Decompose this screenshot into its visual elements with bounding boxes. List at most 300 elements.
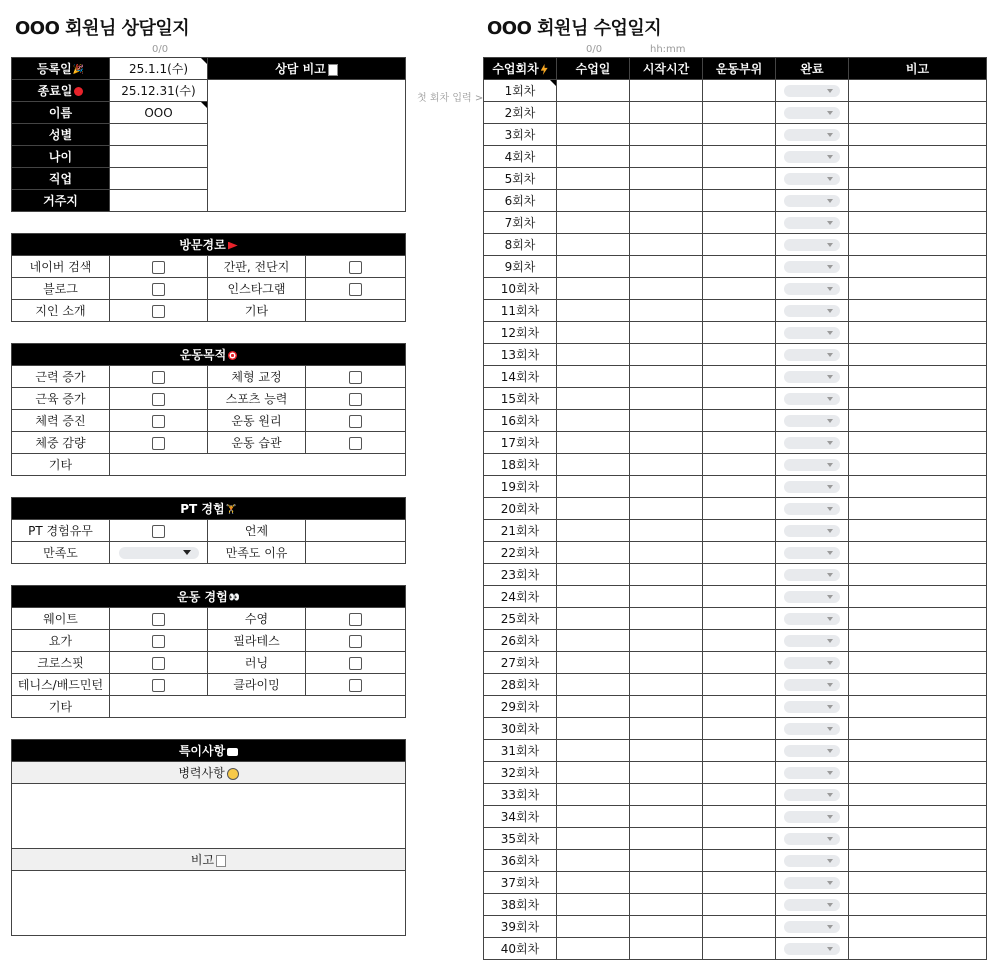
session-start-time-cell[interactable] [630,608,703,630]
session-start-time-cell[interactable] [630,388,703,410]
session-start-time-cell[interactable] [630,938,703,960]
session-date-cell[interactable] [557,652,630,674]
session-start-time-cell[interactable] [630,850,703,872]
session-note-cell[interactable] [849,806,987,828]
note-area[interactable] [12,871,406,936]
session-start-time-cell[interactable] [630,696,703,718]
session-note-cell[interactable] [849,102,987,124]
session-body-part-cell[interactable] [703,784,776,806]
session-date-cell[interactable] [557,630,630,652]
session-complete-select[interactable] [776,938,849,960]
session-date-cell[interactable] [557,124,630,146]
chevron-down-icon [827,463,833,467]
session-body-part-cell[interactable] [703,608,776,630]
complete-dropdown[interactable] [784,349,840,361]
complete-dropdown[interactable] [784,415,840,427]
exercise-swim-checkbox[interactable] [306,608,406,630]
session-label: 35회차 [484,828,557,850]
session-note-cell[interactable] [849,190,987,212]
session-body-part-cell[interactable] [703,718,776,740]
purpose-item-label: 체력 증진 [12,410,110,432]
session-body-part-cell[interactable] [703,256,776,278]
session-body-part-cell[interactable] [703,520,776,542]
session-note-cell[interactable] [849,718,987,740]
session-date-cell[interactable] [557,80,630,102]
session-date-cell[interactable] [557,564,630,586]
visit-naver-checkbox[interactable] [110,256,208,278]
complete-dropdown[interactable] [784,129,840,141]
session-date-cell[interactable] [557,212,630,234]
exercise-yoga-checkbox[interactable] [110,630,208,652]
session-complete-select[interactable] [776,564,849,586]
complete-dropdown[interactable] [784,701,840,713]
complete-dropdown[interactable] [784,635,840,647]
session-start-time-cell[interactable] [630,894,703,916]
session-start-time-cell[interactable] [630,806,703,828]
session-body-part-cell[interactable] [703,740,776,762]
session-body-part-cell[interactable] [703,124,776,146]
complete-dropdown[interactable] [784,767,840,779]
session-date-cell[interactable] [557,718,630,740]
complete-dropdown[interactable] [784,789,840,801]
session-complete-select[interactable] [776,278,849,300]
table-row [484,476,987,498]
session-note-cell[interactable] [849,762,987,784]
session-start-time-cell[interactable] [630,542,703,564]
table-row [484,630,987,652]
session-note-cell[interactable] [849,432,987,454]
session-complete-select[interactable] [776,696,849,718]
exercise-crossfit-checkbox[interactable] [110,652,208,674]
session-start-time-cell[interactable] [630,278,703,300]
complete-dropdown[interactable] [784,283,840,295]
session-body-part-cell[interactable] [703,938,776,960]
session-body-part-cell[interactable] [703,388,776,410]
session-date-cell[interactable] [557,916,630,938]
chevron-down-icon [827,903,833,907]
session-date-cell[interactable] [557,762,630,784]
memo-icon [328,64,338,76]
pt-exp-checkbox[interactable] [110,520,208,542]
session-complete-select[interactable] [776,322,849,344]
pt-satisfaction-label: 만족도 [12,542,110,564]
purpose-habit-checkbox[interactable] [306,432,406,454]
session-body-part-cell[interactable] [703,80,776,102]
session-start-time-cell[interactable] [630,300,703,322]
complete-dropdown[interactable] [784,151,840,163]
session-start-time-cell[interactable] [630,828,703,850]
visit-referral-checkbox[interactable] [110,300,208,322]
session-complete-select[interactable] [776,762,849,784]
session-start-time-cell[interactable] [630,234,703,256]
session-note-cell[interactable] [849,916,987,938]
complete-dropdown[interactable] [784,547,840,559]
pt-satisfaction-select[interactable] [110,542,208,564]
session-start-time-cell[interactable] [630,190,703,212]
session-body-part-cell[interactable] [703,234,776,256]
session-note-cell[interactable] [849,146,987,168]
purpose-principle-checkbox[interactable] [306,410,406,432]
session-date-cell[interactable] [557,410,630,432]
chevron-down-icon [827,683,833,687]
session-note-cell[interactable] [849,454,987,476]
session-body-part-cell[interactable] [703,300,776,322]
session-start-time-cell[interactable] [630,630,703,652]
session-start-time-cell[interactable] [630,652,703,674]
session-date-cell[interactable] [557,784,630,806]
session-note-cell[interactable] [849,476,987,498]
complete-dropdown[interactable] [784,217,840,229]
session-body-part-cell[interactable] [703,564,776,586]
complete-dropdown[interactable] [784,371,840,383]
session-start-time-cell[interactable] [630,366,703,388]
session-date-cell[interactable] [557,872,630,894]
visit-blog-checkbox[interactable] [110,278,208,300]
session-date-cell[interactable] [557,454,630,476]
session-start-time-cell[interactable] [630,102,703,124]
session-date-cell[interactable] [557,234,630,256]
session-note-cell[interactable] [849,938,987,960]
complete-dropdown[interactable] [784,173,840,185]
complete-dropdown[interactable] [784,459,840,471]
session-note-cell[interactable] [849,498,987,520]
complete-dropdown[interactable] [784,569,840,581]
visit-sign-checkbox[interactable] [306,256,406,278]
session-note-cell[interactable] [849,894,987,916]
session-date-cell[interactable] [557,168,630,190]
complete-dropdown[interactable] [784,195,840,207]
session-date-cell[interactable] [557,344,630,366]
complete-dropdown[interactable] [784,107,840,119]
complete-dropdown[interactable] [784,503,840,515]
session-date-cell[interactable] [557,498,630,520]
session-body-part-cell[interactable] [703,542,776,564]
pt-exp-label: PT 경험유무 [12,520,110,542]
complete-dropdown[interactable] [784,745,840,757]
visit-other-input[interactable] [306,300,406,322]
complete-dropdown[interactable] [784,855,840,867]
session-body-part-cell[interactable] [703,806,776,828]
session-complete-select[interactable] [776,212,849,234]
session-complete-select[interactable] [776,674,849,696]
session-body-part-cell[interactable] [703,322,776,344]
purpose-muscle-checkbox[interactable] [110,388,208,410]
session-body-part-cell[interactable] [703,168,776,190]
pt-experience-table [11,497,406,564]
session-date-cell[interactable] [557,828,630,850]
table-row [484,586,987,608]
session-date-cell[interactable] [557,366,630,388]
session-date-cell[interactable] [557,806,630,828]
session-start-time-cell[interactable] [630,674,703,696]
exercise-climbing-checkbox[interactable] [306,674,406,696]
exercise-pilates-checkbox[interactable] [306,630,406,652]
session-start-time-cell[interactable] [630,344,703,366]
session-start-time-cell[interactable] [630,432,703,454]
session-note-cell[interactable] [849,344,987,366]
session-body-part-cell[interactable] [703,278,776,300]
session-body-part-cell[interactable] [703,432,776,454]
session-note-cell[interactable] [849,300,987,322]
session-date-cell[interactable] [557,102,630,124]
session-note-cell[interactable] [849,740,987,762]
purpose-stamina-checkbox[interactable] [110,410,208,432]
purpose-posture-checkbox[interactable] [306,366,406,388]
session-complete-select[interactable] [776,102,849,124]
session-start-time-cell[interactable] [630,322,703,344]
complete-dropdown[interactable] [784,481,840,493]
session-start-time-cell[interactable] [630,256,703,278]
session-complete-select[interactable] [776,608,849,630]
session-date-cell[interactable] [557,850,630,872]
session-start-time-cell[interactable] [630,454,703,476]
session-date-cell[interactable] [557,894,630,916]
label-job: 직업 [12,168,110,190]
session-body-part-cell[interactable] [703,102,776,124]
session-body-part-cell[interactable] [703,828,776,850]
session-complete-select[interactable] [776,894,849,916]
purpose-item-label: 스포츠 능력 [208,388,306,410]
exercise-item-label: 필라테스 [208,630,306,652]
session-complete-select[interactable] [776,916,849,938]
age-value[interactable] [110,146,208,168]
complete-dropdown[interactable] [784,723,840,735]
session-date-cell[interactable] [557,322,630,344]
session-complete-select[interactable] [776,344,849,366]
session-body-part-cell[interactable] [703,916,776,938]
session-start-time-cell[interactable] [630,740,703,762]
session-start-time-cell[interactable] [630,916,703,938]
session-complete-select[interactable] [776,718,849,740]
session-complete-select[interactable] [776,146,849,168]
session-note-cell[interactable] [849,828,987,850]
session-start-time-cell[interactable] [630,498,703,520]
exercise-tennis-checkbox[interactable] [110,674,208,696]
session-complete-select[interactable] [776,300,849,322]
session-note-cell[interactable] [849,234,987,256]
session-note-cell[interactable] [849,586,987,608]
session-complete-select[interactable] [776,168,849,190]
complete-dropdown[interactable] [784,877,840,889]
purpose-sports-checkbox[interactable] [306,388,406,410]
register-date-value[interactable]: 25.1.1(수) [110,58,208,80]
session-complete-select[interactable] [776,850,849,872]
session-date-cell[interactable] [557,740,630,762]
session-body-part-cell[interactable] [703,894,776,916]
complete-dropdown[interactable] [784,679,840,691]
session-date-cell[interactable] [557,542,630,564]
session-start-time-cell[interactable] [630,520,703,542]
complete-dropdown[interactable] [784,305,840,317]
session-note-cell[interactable] [849,212,987,234]
session-complete-select[interactable] [776,80,849,102]
exercise-weight-checkbox[interactable] [110,608,208,630]
session-label: 32회차 [484,762,557,784]
session-complete-select[interactable] [776,586,849,608]
session-body-part-cell[interactable] [703,586,776,608]
session-complete-select[interactable] [776,652,849,674]
complete-dropdown[interactable] [784,437,840,449]
session-complete-select[interactable] [776,872,849,894]
session-complete-select[interactable] [776,542,849,564]
session-date-cell[interactable] [557,146,630,168]
session-note-cell[interactable] [849,278,987,300]
session-start-time-cell[interactable] [630,212,703,234]
session-start-time-cell[interactable] [630,80,703,102]
session-complete-select[interactable] [776,234,849,256]
session-date-cell[interactable] [557,388,630,410]
complete-dropdown[interactable] [784,899,840,911]
complete-dropdown[interactable] [784,833,840,845]
session-date-cell[interactable] [557,300,630,322]
session-note-cell[interactable] [849,608,987,630]
purpose-strength-checkbox[interactable] [110,366,208,388]
visit-instagram-checkbox[interactable] [306,278,406,300]
session-complete-select[interactable] [776,256,849,278]
session-label: 16회차 [484,410,557,432]
session-body-part-cell[interactable] [703,652,776,674]
session-date-cell[interactable] [557,476,630,498]
complete-dropdown[interactable] [784,657,840,669]
session-body-part-cell[interactable] [703,674,776,696]
session-note-cell[interactable] [849,872,987,894]
session-note-cell[interactable] [849,388,987,410]
session-start-time-cell[interactable] [630,146,703,168]
session-start-time-cell[interactable] [630,476,703,498]
purpose-other-input[interactable] [110,454,406,476]
session-note-cell[interactable] [849,542,987,564]
session-start-time-cell[interactable] [630,784,703,806]
session-date-cell[interactable] [557,586,630,608]
session-complete-select[interactable] [776,432,849,454]
session-body-part-cell[interactable] [703,410,776,432]
gender-value[interactable] [110,124,208,146]
session-body-part-cell[interactable] [703,630,776,652]
session-start-time-cell[interactable] [630,872,703,894]
session-date-cell[interactable] [557,696,630,718]
name-value[interactable]: OOO [110,102,208,124]
session-complete-select[interactable] [776,784,849,806]
chevron-down-icon [827,265,833,269]
session-complete-select[interactable] [776,520,849,542]
session-complete-select[interactable] [776,454,849,476]
session-complete-select[interactable] [776,630,849,652]
end-date-value[interactable]: 25.12.31(수) [110,80,208,102]
session-note-cell[interactable] [849,520,987,542]
session-date-cell[interactable] [557,938,630,960]
session-start-time-cell[interactable] [630,762,703,784]
session-note-cell[interactable] [849,850,987,872]
complete-dropdown[interactable] [784,239,840,251]
session-note-cell[interactable] [849,124,987,146]
complete-dropdown[interactable] [784,261,840,273]
session-body-part-cell[interactable] [703,366,776,388]
complete-dropdown[interactable] [784,525,840,537]
note-header: 비고 [12,849,406,871]
session-complete-select[interactable] [776,806,849,828]
session-body-part-cell[interactable] [703,454,776,476]
session-complete-select[interactable] [776,410,849,432]
session-note-cell[interactable] [849,674,987,696]
session-date-cell[interactable] [557,674,630,696]
complete-dropdown[interactable] [784,811,840,823]
session-start-time-cell[interactable] [630,586,703,608]
session-body-part-cell[interactable] [703,498,776,520]
session-complete-select[interactable] [776,498,849,520]
session-date-cell[interactable] [557,278,630,300]
session-start-time-cell[interactable] [630,718,703,740]
job-value[interactable] [110,168,208,190]
session-start-time-cell[interactable] [630,168,703,190]
session-date-cell[interactable] [557,432,630,454]
purpose-weightloss-checkbox[interactable] [110,432,208,454]
session-date-cell[interactable] [557,256,630,278]
session-note-cell[interactable] [849,410,987,432]
chevron-down-icon [827,771,833,775]
session-complete-select[interactable] [776,828,849,850]
complete-dropdown[interactable] [784,327,840,339]
session-body-part-cell[interactable] [703,190,776,212]
residence-value[interactable] [110,190,208,212]
session-complete-select[interactable] [776,190,849,212]
session-note-cell[interactable] [849,256,987,278]
consult-note-area[interactable] [208,80,406,212]
session-complete-select[interactable] [776,388,849,410]
complete-dropdown[interactable] [784,393,840,405]
session-note-cell[interactable] [849,696,987,718]
session-body-part-cell[interactable] [703,696,776,718]
session-date-cell[interactable] [557,608,630,630]
session-note-cell[interactable] [849,80,987,102]
session-note-cell[interactable] [849,366,987,388]
session-body-part-cell[interactable] [703,146,776,168]
pt-when-input[interactable] [306,520,406,542]
exercise-running-checkbox[interactable] [306,652,406,674]
complete-dropdown[interactable] [784,591,840,603]
session-note-cell[interactable] [849,322,987,344]
session-note-cell[interactable] [849,652,987,674]
session-complete-select[interactable] [776,476,849,498]
pt-reason-input[interactable] [306,542,406,564]
purpose-item-label: 근육 증가 [12,388,110,410]
session-complete-select[interactable] [776,366,849,388]
session-note-cell[interactable] [849,630,987,652]
complete-dropdown[interactable] [784,613,840,625]
session-date-cell[interactable] [557,190,630,212]
session-start-time-cell[interactable] [630,564,703,586]
session-body-part-cell[interactable] [703,850,776,872]
complete-dropdown[interactable] [784,85,840,97]
session-complete-select[interactable] [776,124,849,146]
session-body-part-cell[interactable] [703,476,776,498]
session-body-part-cell[interactable] [703,762,776,784]
complete-dropdown[interactable] [784,921,840,933]
session-body-part-cell[interactable] [703,872,776,894]
session-body-part-cell[interactable] [703,344,776,366]
session-note-cell[interactable] [849,784,987,806]
session-body-part-cell[interactable] [703,212,776,234]
session-note-cell[interactable] [849,168,987,190]
session-start-time-cell[interactable] [630,410,703,432]
session-date-cell[interactable] [557,520,630,542]
exercise-other-input[interactable] [110,696,406,718]
complete-dropdown[interactable] [784,943,840,955]
session-complete-select[interactable] [776,740,849,762]
medical-history-area[interactable] [12,784,406,849]
session-note-cell[interactable] [849,564,987,586]
chevron-down-icon [827,749,833,753]
session-start-time-cell[interactable] [630,124,703,146]
